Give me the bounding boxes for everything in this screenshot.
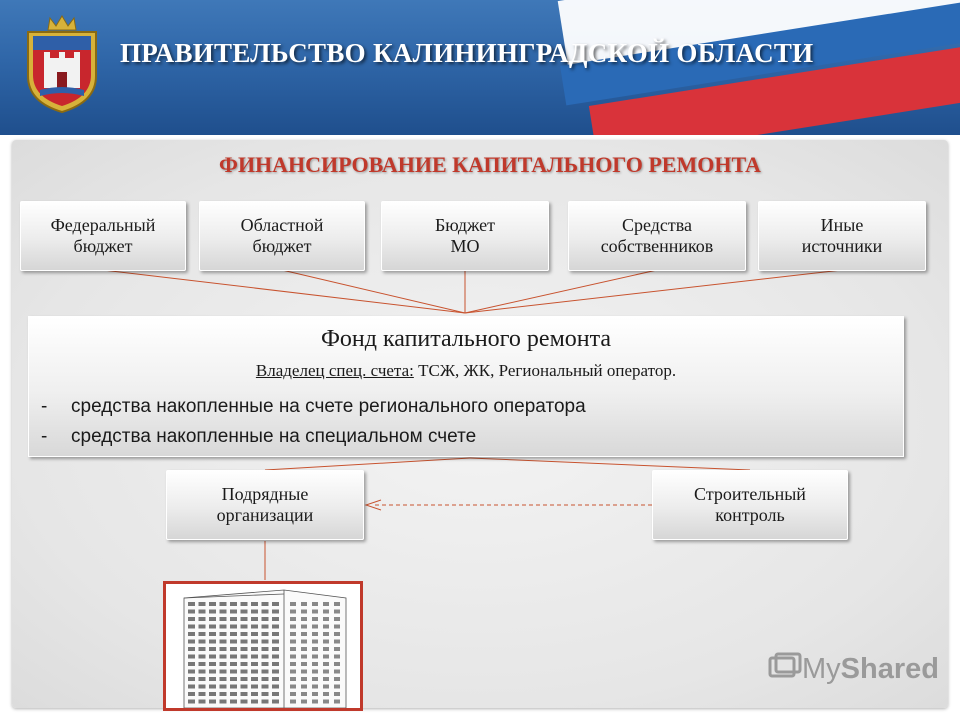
- building-window: [209, 610, 216, 614]
- building-window: [262, 610, 269, 614]
- building-window: [312, 700, 318, 704]
- building-window: [290, 640, 296, 644]
- building-window: [220, 655, 227, 659]
- slide-title: ФИНАНСИРОВАНИЕ КАПИТАЛЬНОГО РЕМОНТА: [219, 152, 761, 177]
- building-window: [251, 647, 258, 651]
- building-window: [230, 692, 237, 696]
- coat-of-arms-icon: [22, 14, 102, 114]
- building-window: [323, 685, 329, 689]
- building-window: [209, 602, 216, 606]
- watermark-prefix: My: [802, 653, 841, 685]
- building-window: [301, 692, 307, 696]
- building-window: [220, 670, 227, 674]
- building-window: [230, 662, 237, 666]
- building-window: [272, 602, 279, 606]
- building-window: [290, 617, 296, 621]
- building-window: [188, 625, 195, 629]
- building-window: [290, 685, 296, 689]
- building-window: [290, 670, 296, 674]
- building-window: [220, 610, 227, 614]
- building-window: [290, 677, 296, 681]
- building-window: [290, 700, 296, 704]
- construction-supervision-box: Строительный контроль: [652, 470, 848, 540]
- capital-repair-fund-box: [28, 316, 904, 457]
- building-window: [188, 632, 195, 636]
- building-window: [230, 685, 237, 689]
- building-window: [199, 685, 206, 689]
- building-window: [272, 610, 279, 614]
- building-window: [251, 610, 258, 614]
- building-window: [334, 647, 340, 651]
- building-window: [334, 617, 340, 621]
- building-window: [188, 617, 195, 621]
- building-window: [199, 662, 206, 666]
- building-window: [334, 685, 340, 689]
- building-window: [312, 647, 318, 651]
- building-window: [301, 617, 307, 621]
- building-window: [230, 647, 237, 651]
- building-window: [334, 640, 340, 644]
- building-window: [220, 685, 227, 689]
- building-window: [199, 610, 206, 614]
- building-window: [262, 700, 269, 704]
- building-window: [312, 692, 318, 696]
- building-window: [220, 602, 227, 606]
- building-window: [290, 662, 296, 666]
- building-window: [251, 662, 258, 666]
- building-window: [188, 647, 195, 651]
- building-window: [220, 692, 227, 696]
- building-window: [262, 677, 269, 681]
- building-window: [230, 602, 237, 606]
- building-window: [272, 700, 279, 704]
- building-window: [262, 662, 269, 666]
- building-window: [312, 632, 318, 636]
- building-window: [220, 625, 227, 629]
- building-window: [241, 625, 248, 629]
- building-window: [251, 692, 258, 696]
- building-window: [220, 640, 227, 644]
- building-window: [323, 692, 329, 696]
- building-window: [301, 610, 307, 614]
- building-window: [241, 610, 248, 614]
- building-window: [323, 655, 329, 659]
- building-window: [251, 677, 258, 681]
- building-window: [241, 700, 248, 704]
- building-window: [209, 692, 216, 696]
- fund-list-item: - средства накопленные на счете регионального оператора: [41, 396, 586, 417]
- building-window: [272, 617, 279, 621]
- building-window: [312, 602, 318, 606]
- building-window: [323, 670, 329, 674]
- building-window: [241, 662, 248, 666]
- building-window: [188, 640, 195, 644]
- building-window: [199, 670, 206, 674]
- fund-owner-value: ТСЖ, ЖК, Региональный оператор.: [413, 361, 677, 380]
- building-window: [301, 640, 307, 644]
- building-window: [209, 670, 216, 674]
- building-window: [334, 692, 340, 696]
- building-window: [301, 632, 307, 636]
- building-window: [199, 625, 206, 629]
- source-municipal-budget: Бюджет МО: [381, 201, 549, 271]
- building-window: [301, 700, 307, 704]
- building-window: [262, 617, 269, 621]
- building-window: [272, 685, 279, 689]
- building-window: [209, 647, 216, 651]
- building-window: [301, 677, 307, 681]
- building-window: [334, 670, 340, 674]
- building-window: [262, 692, 269, 696]
- building-window: [262, 670, 269, 674]
- building-window: [262, 625, 269, 629]
- building-window: [272, 632, 279, 636]
- building-window: [251, 700, 258, 704]
- building-frame: [163, 581, 363, 711]
- building-window: [230, 610, 237, 614]
- building-window: [230, 655, 237, 659]
- myshared-watermark: [768, 652, 939, 686]
- building-window: [230, 700, 237, 704]
- building-window: [290, 625, 296, 629]
- building-window: [301, 685, 307, 689]
- building-window: [199, 647, 206, 651]
- building-window: [188, 610, 195, 614]
- building-window: [241, 692, 248, 696]
- building-window: [334, 602, 340, 606]
- building-window: [301, 602, 307, 606]
- header-banner: [0, 0, 960, 135]
- building-window: [209, 617, 216, 621]
- building-window: [199, 617, 206, 621]
- building-window: [334, 677, 340, 681]
- building-window: [312, 655, 318, 659]
- building-window: [323, 602, 329, 606]
- building-window: [323, 677, 329, 681]
- building-window: [241, 655, 248, 659]
- contractors-box: Подрядные организации: [166, 470, 364, 540]
- fund-owner-label: Владелец спец. счета:: [255, 361, 414, 380]
- building-window: [241, 647, 248, 651]
- building-window: [312, 610, 318, 614]
- building-window: [230, 670, 237, 674]
- building-window: [241, 617, 248, 621]
- building-window: [301, 655, 307, 659]
- building-window: [272, 670, 279, 674]
- building-window: [241, 640, 248, 644]
- building-window: [209, 625, 216, 629]
- building-window: [301, 670, 307, 674]
- building-window: [262, 647, 269, 651]
- building-window: [290, 602, 296, 606]
- apartment-building-icon: [166, 584, 360, 708]
- building-window: [323, 632, 329, 636]
- building-window: [199, 655, 206, 659]
- building-window: [334, 662, 340, 666]
- building-window: [199, 632, 206, 636]
- building-window: [334, 625, 340, 629]
- building-window: [209, 640, 216, 644]
- building-window: [188, 700, 195, 704]
- building-window: [188, 685, 195, 689]
- building-window: [199, 692, 206, 696]
- building-window: [272, 677, 279, 681]
- building-window: [230, 625, 237, 629]
- building-window: [188, 662, 195, 666]
- building-window: [272, 655, 279, 659]
- building-window: [323, 610, 329, 614]
- building-window: [199, 640, 206, 644]
- building-window: [323, 617, 329, 621]
- building-window: [220, 700, 227, 704]
- source-other: Иные источники: [758, 201, 926, 271]
- building-window: [209, 632, 216, 636]
- fund-title: Фонд капитального ремонта: [320, 326, 612, 352]
- fund-list-item: - средства накопленные на специальном счете: [41, 426, 477, 447]
- building-window: [220, 677, 227, 681]
- building-window: [209, 655, 216, 659]
- building-window: [251, 632, 258, 636]
- building-window: [220, 617, 227, 621]
- building-window: [323, 625, 329, 629]
- building-window: [199, 602, 206, 606]
- building-window: [220, 662, 227, 666]
- building-window: [272, 662, 279, 666]
- building-window: [301, 662, 307, 666]
- building-window: [230, 632, 237, 636]
- building-window: [290, 655, 296, 659]
- building-window: [272, 640, 279, 644]
- building-window: [220, 632, 227, 636]
- building-window: [334, 700, 340, 704]
- building-window: [241, 602, 248, 606]
- building-window: [262, 632, 269, 636]
- building-window: [301, 625, 307, 629]
- building-window: [251, 640, 258, 644]
- building-window: [230, 617, 237, 621]
- building-window: [188, 692, 195, 696]
- building-window: [251, 685, 258, 689]
- building-window: [262, 602, 269, 606]
- building-window: [251, 655, 258, 659]
- building-window: [251, 670, 258, 674]
- building-window: [262, 640, 269, 644]
- building-window: [188, 655, 195, 659]
- source-regional-budget: Областной бюджет: [199, 201, 365, 271]
- source-federal-budget: Федеральный бюджет: [20, 201, 186, 271]
- building-window: [272, 647, 279, 651]
- building-window: [209, 662, 216, 666]
- building-window: [220, 647, 227, 651]
- building-window: [290, 610, 296, 614]
- building-window: [290, 692, 296, 696]
- fund-owner: [29, 361, 903, 381]
- building-window: [323, 647, 329, 651]
- building-window: [230, 640, 237, 644]
- building-window: [312, 625, 318, 629]
- building-window: [262, 655, 269, 659]
- building-window: [312, 677, 318, 681]
- building-window: [312, 670, 318, 674]
- building-window: [334, 610, 340, 614]
- building-window: [272, 625, 279, 629]
- building-window: [251, 602, 258, 606]
- building-window: [262, 685, 269, 689]
- building-window: [290, 647, 296, 651]
- building-window: [230, 677, 237, 681]
- building-window: [334, 632, 340, 636]
- building-window: [209, 700, 216, 704]
- building-window: [323, 640, 329, 644]
- building-window: [251, 617, 258, 621]
- building-window: [188, 670, 195, 674]
- building-window: [312, 685, 318, 689]
- building-window: [209, 685, 216, 689]
- header-title: ПРАВИТЕЛЬСТВО КАЛИНИНГРАДСКОЙ ОБЛАСТИ: [120, 38, 814, 68]
- building-window: [334, 655, 340, 659]
- building-window: [251, 625, 258, 629]
- myshared-logo-icon: [768, 652, 802, 682]
- building-window: [188, 602, 195, 606]
- building-window: [199, 677, 206, 681]
- building-window: [188, 677, 195, 681]
- building-window: [312, 617, 318, 621]
- building-window: [290, 632, 296, 636]
- building-window: [241, 685, 248, 689]
- watermark-brand: Shared: [840, 653, 939, 685]
- source-owners-funds: Средства собственников: [568, 201, 746, 271]
- building-window: [323, 700, 329, 704]
- building-window: [199, 700, 206, 704]
- building-window: [323, 662, 329, 666]
- building-window: [312, 662, 318, 666]
- building-window: [209, 677, 216, 681]
- building-window: [241, 677, 248, 681]
- building-window: [241, 670, 248, 674]
- building-window: [301, 647, 307, 651]
- building-window: [272, 692, 279, 696]
- building-window: [241, 632, 248, 636]
- building-window: [312, 640, 318, 644]
